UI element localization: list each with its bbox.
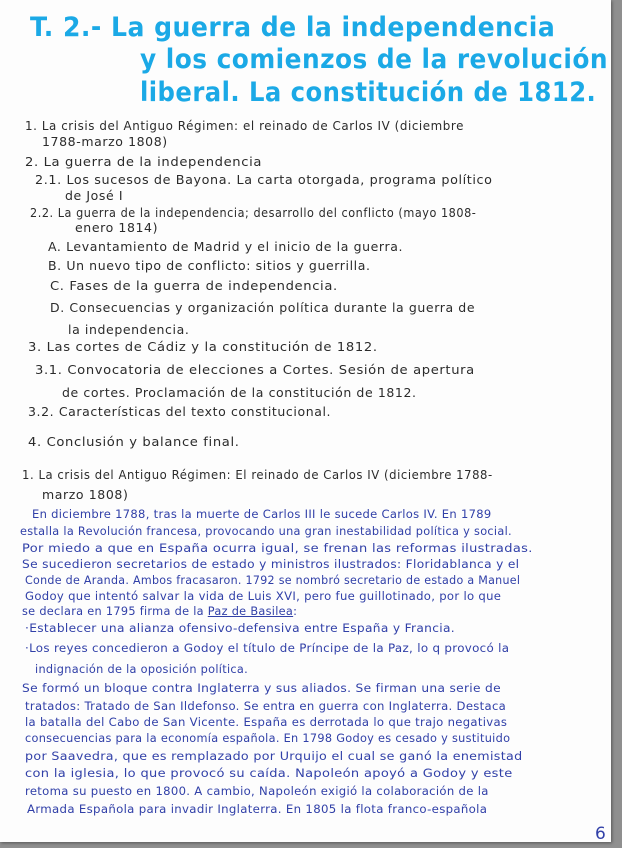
outline-item: 2.2. La guerra de la independencia; desarrollo del conflicto (mayo 1808- [30, 205, 477, 220]
outline-item: A. Levantamiento de Madrid y el inicio de la guerra. [48, 239, 404, 254]
outline-item: enero 1814) [75, 220, 159, 235]
outline-item: 1. La crisis del Antiguo Régimen: el reinado de Carlos IV (diciembre [25, 118, 464, 133]
outline-item: B. Un nuevo tipo de conflicto: sitios y guerrilla. [48, 258, 371, 273]
paragraph-line: la batalla del Cabo de San Vicente. España es derrotada lo que trajo negativas [25, 716, 508, 729]
outline-item: de José I [65, 188, 124, 203]
title-line-1: T. 2.- La guerra de la independencia [30, 12, 556, 43]
paragraph-line: Se sucedieron secretarios de estado y ministros ilustrados: Floridablanca y el [22, 558, 520, 571]
paragraph-line: estalla la Revolución francesa, provocando una gran inestabilidad política y social. [20, 525, 512, 538]
paragraph-line: tratados: Tratado de San Ildefonso. Se entra en guerra con Inglaterra. Destaca [25, 700, 507, 713]
outline-item: 3.2. Características del texto constitucional. [28, 404, 332, 419]
outline-item: de cortes. Proclamación de la constitución de 1812. [62, 385, 417, 400]
paragraph-line: por Saavedra, que es remplazado por Urquijo el cual se ganó la enemistad [25, 750, 523, 763]
outline-item: 4. Conclusión y balance final. [28, 434, 240, 449]
paragraph-text: se declara en 1795 firma de la [22, 605, 208, 618]
paragraph-line: Conde de Aranda. Ambos fracasaron. 1792 se nombró secretario de estado a Manuel [25, 574, 521, 587]
paragraph-line: consecuencias para la economía española. En 1798 Godoy es cesado y sustituido [25, 732, 511, 745]
bullet-item: ·Establecer una alianza ofensivo-defensiva entre España y Francia. [25, 622, 455, 635]
outline-item: 2.1. Los sucesos de Bayona. La carta otorgada, programa político [35, 172, 493, 187]
outline-item: C. Fases de la guerra de independencia. [50, 278, 338, 293]
outline-item: la independencia. [68, 322, 190, 337]
outline-item: 1788-marzo 1808) [42, 134, 168, 149]
paragraph-line: Por miedo a que en España ocurra igual, se frenan las reformas ilustradas. [22, 542, 533, 555]
title-line-2: y los comienzos de la revolución [140, 44, 608, 75]
page-number: 6 [595, 824, 606, 844]
outline-item: D. Consecuencias y organización política durante la guerra de [50, 300, 476, 315]
title-line-3: liberal. La constitución de 1812. [140, 77, 597, 108]
outline-item: 3.1. Convocatoria de elecciones a Cortes. Sesión de apertura [35, 362, 475, 377]
outline-item: 3. Las cortes de Cádiz y la constitución de 1812. [28, 339, 378, 354]
colon: : [293, 605, 298, 618]
section-heading: 1. La crisis del Antiguo Régimen: El reinado de Carlos IV (diciembre 1788- [22, 467, 493, 482]
paragraph-line: Se formó un bloque contra Inglaterra y sus aliados. Se firman una serie de [22, 682, 501, 695]
paragraph-line: Armada Española para invadir Inglaterra. En 1805 la flota franco-española [27, 803, 488, 816]
bullet-item: ·Los reyes concedieron a Godoy el título de Príncipe de la Paz, lo q provocó la [25, 642, 510, 655]
paragraph-line: Godoy que intentó salvar la vida de Luis XVI, pero fue guillotinado, por lo que [25, 590, 502, 603]
underlined-term: Paz de Basilea [207, 605, 294, 618]
paragraph-line: En diciembre 1788, tras la muerte de Carlos III le sucede Carlos IV. En 1789 [32, 508, 492, 521]
section-heading: marzo 1808) [42, 487, 129, 502]
paragraph-line-basilea [22, 605, 297, 618]
paragraph-line: con la iglesia, lo que provocó su caída. Napoleón apoyó a Godoy y este [25, 767, 513, 780]
outline-item: 2. La guerra de la independencia [25, 154, 263, 169]
paragraph-line: retoma su puesto en 1800. A cambio, Napoleón exigió la colaboración de la [25, 785, 489, 798]
paragraph-line: indignación de la oposición política. [35, 663, 249, 676]
